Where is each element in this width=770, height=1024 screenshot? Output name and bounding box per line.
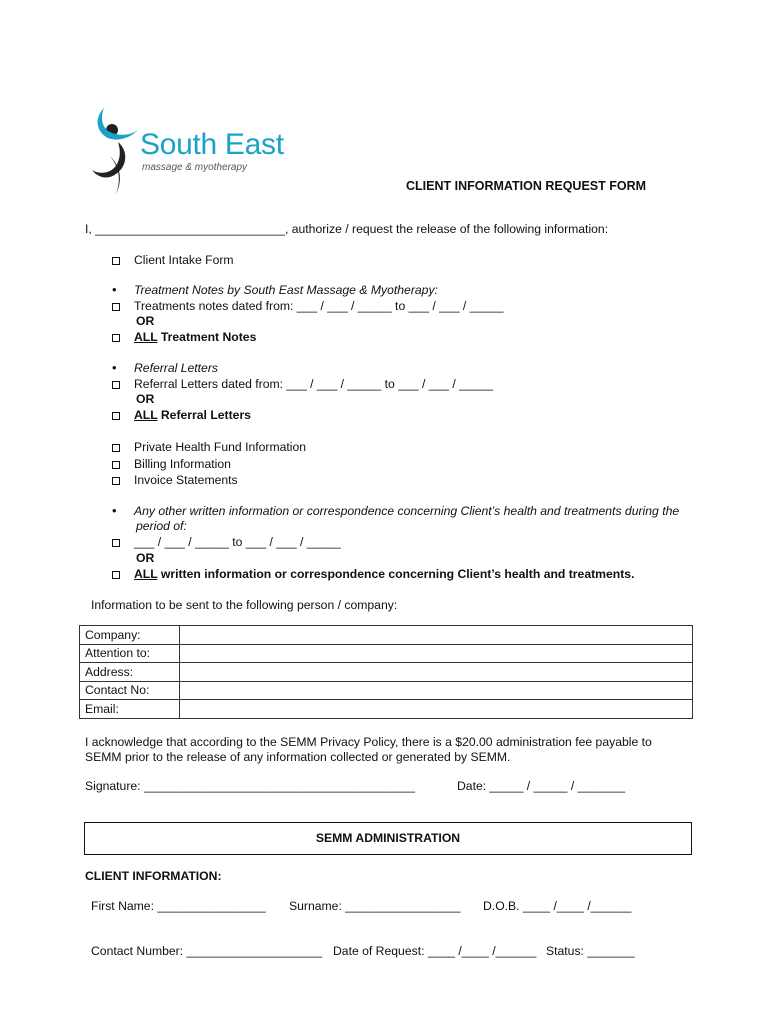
checkbox-intake[interactable] [112,257,120,265]
logo-tagline: massage & myotherapy [142,162,248,173]
email-field[interactable] [180,700,693,719]
date-of-request-field[interactable]: Date of Request: ____ /____ /______ [333,944,537,958]
status-field[interactable]: Status: _______ [546,944,635,958]
field-label: Contact No: [80,681,180,700]
table-row [80,700,693,719]
list-item-invoice: Invoice Statements [112,473,238,487]
list-item-treatment-heading: • Treatment Notes by South East Massage & Myotherapy: [112,282,438,297]
checkbox-referral-all[interactable] [112,412,120,420]
checkbox-other-all[interactable] [112,571,120,579]
signature-field[interactable]: Signature: ________________________________________ [85,779,416,793]
checkbox-other-dated[interactable] [112,539,120,547]
field-label: Address: [80,663,180,682]
list-item-referral-all: ALL Referral Letters [112,408,251,422]
or-label: OR [136,551,155,565]
list-item-referral-heading: • Referral Letters [112,360,218,375]
checkbox-referral-dated[interactable] [112,381,120,389]
table-row [80,626,693,645]
address-field[interactable] [180,663,693,682]
logo-figure-icon [88,104,142,196]
list-item-referral-dated: Referral Letters dated from: ___ / ___ / _____ to ___ / ___ / _____ [112,377,493,391]
list-item-health-fund: Private Health Fund Information [112,440,306,454]
table-row [80,644,693,663]
form-title: CLIENT INFORMATION REQUEST FORM [406,179,647,193]
bullet-icon: • [112,282,117,297]
or-label: OR [136,392,155,406]
list-item-treatment-dated: Treatments notes dated from: ___ / ___ / _____ to ___ / ___ / _____ [112,299,504,313]
list-item-other-dated: ___ / ___ / _____ to ___ / ___ / _____ [112,535,341,549]
list-item-treatment-all: ALL Treatment Notes [112,330,256,344]
acknowledge-line-2: SEMM prior to the release of any information collected or generated by SEMM. [85,750,511,764]
first-name-field[interactable]: First Name: ________________ [91,899,266,913]
logo-name: South East [140,128,284,161]
table-row [80,663,693,682]
bullet-icon: • [112,360,117,375]
authorize-line: I, ____________________________, authorize / request the release of the following information: [85,222,609,236]
list-item-other-heading: • Any other written information or correspondence concerning Client’s health and treatments during the [112,503,680,518]
surname-field[interactable]: Surname: _________________ [289,899,461,913]
acknowledge-line-1: I acknowledge that according to the SEMM Privacy Policy, there is a $20.00 administration fee payable to [85,735,652,749]
table-row [80,681,693,700]
field-label: Attention to: [80,644,180,663]
field-label: Email: [80,700,180,719]
bullet-icon: • [112,503,117,518]
admin-heading-box: SEMM ADMINISTRATION [84,822,692,855]
client-info-heading: CLIENT INFORMATION: [85,869,222,883]
checkbox-treatment-all[interactable] [112,334,120,342]
or-label: OR [136,314,155,328]
contact-no-field[interactable] [180,681,693,700]
checkbox-billing[interactable] [112,461,120,469]
checkbox-invoice[interactable] [112,477,120,485]
sent-to-label: Information to be sent to the following person / company: [91,598,398,612]
date-field[interactable]: Date: _____ / _____ / _______ [457,779,626,793]
contact-number-field[interactable]: Contact Number: ____________________ [91,944,323,958]
other-heading-line2: period of: [136,519,187,533]
logo [88,104,318,196]
list-item-billing: Billing Information [112,457,231,471]
company-field[interactable] [180,626,693,645]
field-label: Company: [80,626,180,645]
checkbox-health-fund[interactable] [112,444,120,452]
list-item-intake: Client Intake Form [112,253,234,267]
recipient-table [79,625,693,719]
checkbox-treatment-dated[interactable] [112,303,120,311]
attention-field[interactable] [180,644,693,663]
dob-field[interactable]: D.O.B. ____ /____ /______ [483,899,632,913]
list-item-other-all: ALL written information or correspondence concerning Client’s health and treatments. [112,567,634,581]
